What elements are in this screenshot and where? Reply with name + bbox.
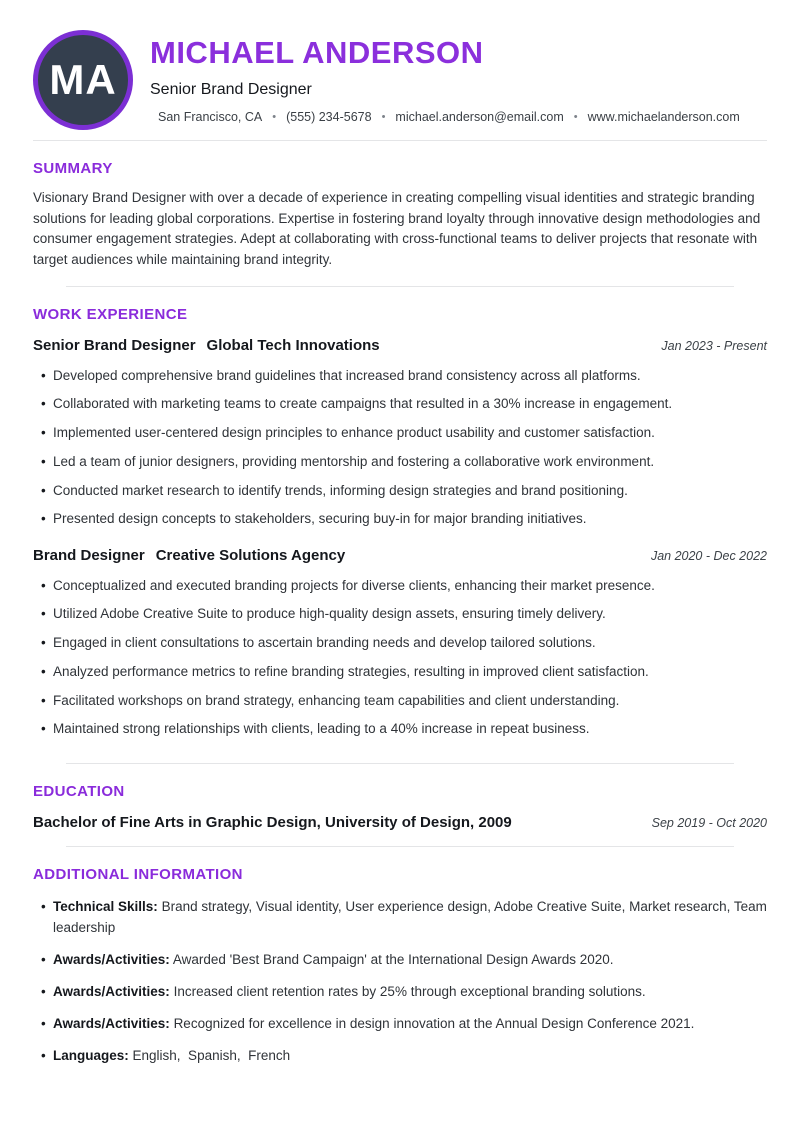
bullet-dot: •: [41, 899, 46, 915]
bullet-item: [33, 452, 767, 472]
section-education: [33, 764, 767, 846]
additional-info-item: [33, 950, 767, 971]
bullet-item: [33, 576, 767, 596]
bullet-dot: •: [41, 577, 46, 593]
contact-location: San Francisco, CA: [158, 110, 263, 125]
avatar: [33, 30, 133, 130]
education-dates: Sep 2019 - Oct 2020: [651, 816, 767, 831]
additional-info-content: [53, 897, 771, 939]
additional-info-item: [33, 1046, 767, 1067]
additional-information-heading: ADDITIONAL INFORMATION: [33, 866, 243, 884]
contact-email: michael.anderson@email.com: [395, 110, 564, 125]
education-entry-header: [33, 814, 767, 831]
candidate-job-title: Senior Brand Designer: [150, 81, 312, 99]
additional-info-label: Awards/Activities:: [53, 951, 170, 967]
bullet-text: Implemented user-centered design principles to enhance product usability and customer satisfaction.: [53, 425, 655, 441]
work-entry-title: [33, 337, 380, 354]
avatar-initials: MA: [49, 56, 117, 103]
bullet-dot: •: [41, 692, 46, 708]
bullet-text: Facilitated workshops on brand strategy, enhancing team capabilities and client understanding.: [53, 692, 620, 708]
bullet-text: Led a team of junior designers, providing mentorship and fostering a collaborative work environment.: [53, 453, 655, 469]
resume-header: [0, 0, 800, 130]
bullet-item: [33, 481, 767, 501]
resume-body: [0, 141, 800, 1067]
contact-separator-dot: •: [573, 111, 578, 124]
work-entry-title: [33, 547, 345, 564]
bullet-text: Maintained strong relationships with clients, leading to a 40% increase in repeat business.: [53, 721, 590, 737]
section-work-experience: [33, 287, 767, 764]
bullet-item: [33, 691, 767, 711]
job-company: Creative Solutions Agency: [155, 546, 346, 564]
bullet-text: Utilized Adobe Creative Suite to produce high-quality design assets, ensuring timely delivery.: [53, 606, 606, 622]
bullet-text: Analyzed performance metrics to refine branding strategies, resulting in improved client satisfaction.: [53, 663, 649, 679]
job-position: Brand Designer: [33, 546, 145, 564]
work-entry-header: [33, 337, 767, 354]
bullet-text: Developed comprehensive brand guidelines that increased brand consistency across all platforms.: [53, 367, 641, 383]
education-entry: [33, 814, 767, 831]
job-bullet-list: [33, 366, 767, 530]
additional-info-label: Awards/Activities:: [53, 983, 170, 999]
bullet-item: [33, 394, 767, 414]
bullet-dot: •: [41, 951, 46, 967]
additional-info-label: Technical Skills:: [53, 899, 158, 915]
bullet-dot: •: [41, 663, 46, 679]
bullet-dot: •: [41, 511, 46, 527]
additional-info-text: English, Spanish, French: [132, 1047, 291, 1063]
job-bullet-list: [33, 576, 767, 740]
bullet-item: [33, 633, 767, 653]
contact-separator-dot: •: [272, 111, 277, 124]
additional-info-content: [53, 1014, 767, 1035]
contact-website: www.michaelanderson.com: [587, 110, 740, 125]
summary-text: Visionary Brand Designer with over a decade of experience in creating compelling visual identities and strategic branding solutions for leading global corporations. Expertise in fostering brand loyalty through innovative design methodologies and consumer engagement strategies. Adept at collaborating with cross-functional teams to deliver projects that resonate with target audiences while maintaining brand integrity.: [33, 190, 761, 267]
contact-separator-dot: •: [381, 111, 386, 124]
bullet-text: Collaborated with marketing teams to create campaigns that resulted in a 30% increase in engagement.: [53, 396, 673, 412]
bullet-text: Presented design concepts to stakeholders, securing buy-in for major branding initiatives.: [53, 511, 587, 527]
job-dates: Jan 2023 - Present: [661, 338, 767, 353]
bullet-dot: •: [41, 983, 46, 999]
additional-info-content: [53, 950, 767, 971]
bullet-item: [33, 719, 767, 739]
bullet-item: [33, 366, 767, 386]
bullet-item: [33, 509, 767, 529]
additional-info-item: [33, 1014, 767, 1035]
bullet-dot: •: [41, 453, 46, 469]
bullet-text: Conducted market research to identify trends, informing design strategies and brand positioning.: [53, 482, 628, 498]
bullet-dot: •: [41, 367, 46, 383]
additional-info-text: Brand strategy, Visual identity, User experience design, Adobe Creative Suite, Market research, Team leadership: [53, 899, 771, 935]
additional-info-text: Increased client retention rates by 25% through exceptional branding solutions.: [173, 983, 646, 999]
work-entry: [33, 337, 767, 530]
work-entry: [33, 547, 767, 740]
bullet-dot: •: [41, 482, 46, 498]
bullet-item: [33, 604, 767, 624]
bullet-item: [33, 423, 767, 443]
work-entry-header: [33, 547, 767, 564]
section-summary: [33, 141, 767, 286]
job-dates: Jan 2020 - Dec 2022: [650, 548, 767, 563]
bullet-dot: •: [41, 1015, 46, 1031]
bullet-dot: •: [41, 1047, 46, 1063]
candidate-name: MICHAEL ANDERSON: [150, 35, 484, 70]
additional-info-label: Awards/Activities:: [53, 1015, 170, 1031]
additional-info-text: Recognized for excellence in design innovation at the Annual Design Conference 2021.: [173, 1015, 695, 1031]
job-position: Senior Brand Designer: [33, 336, 196, 354]
additional-info-text: Awarded 'Best Brand Campaign' at the International Design Awards 2020.: [172, 951, 614, 967]
additional-info-content: [53, 1046, 767, 1067]
bullet-dot: •: [41, 721, 46, 737]
education-degree: Bachelor of Fine Arts in Graphic Design, University of Design, 2009: [33, 814, 512, 832]
additional-info-content: [53, 982, 767, 1003]
contact-phone: (555) 234-5678: [286, 110, 372, 125]
additional-info-item: [33, 982, 767, 1003]
bullet-text: Conceptualized and executed branding projects for diverse clients, enhancing their market presence.: [53, 577, 655, 593]
summary-heading: SUMMARY: [33, 160, 113, 177]
bullet-dot: •: [41, 425, 46, 441]
header-text: [150, 30, 740, 124]
work-experience-heading: WORK EXPERIENCE: [33, 305, 188, 323]
bullet-text: Engaged in client consultations to ascertain branding needs and develop tailored solutions.: [53, 635, 596, 651]
education-heading: EDUCATION: [33, 783, 125, 801]
bullet-dot: •: [41, 606, 46, 622]
additional-info-label: Languages:: [53, 1047, 129, 1063]
bullet-dot: •: [41, 635, 46, 651]
bullet-dot: •: [41, 396, 46, 412]
section-additional-information: [33, 847, 771, 1067]
additional-info-item: [33, 897, 771, 939]
job-company: Global Tech Innovations: [206, 336, 380, 354]
contact-row: [150, 110, 740, 124]
bullet-item: [33, 662, 767, 682]
additional-info-list: [33, 897, 771, 1067]
